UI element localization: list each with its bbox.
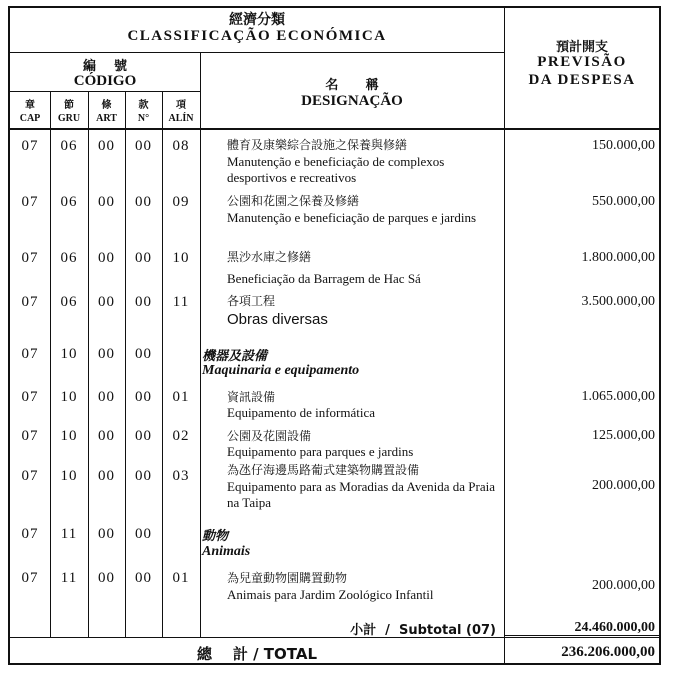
- code-alin: 03: [172, 468, 190, 484]
- col-line-5: [200, 52, 201, 637]
- item-name-pt: Equipamento para as Moradias da Avenida da Praia na Taipa: [227, 479, 495, 510]
- code-art: 00: [98, 570, 115, 586]
- item-name-pt: Equipamento de informática: [227, 405, 376, 420]
- code-art: 00: [98, 294, 115, 310]
- code-art: 00: [98, 138, 115, 154]
- col-cap-pt: CAP: [19, 113, 41, 124]
- group-name-pt: Maquinaria e equipamento: [202, 363, 360, 378]
- code-no: 00: [135, 194, 152, 210]
- col-gru-pt: GRU: [57, 113, 81, 124]
- code-gru: 06: [60, 250, 78, 266]
- code-no: 00: [135, 468, 152, 484]
- code-alin: 09: [172, 194, 190, 210]
- designacao-pt: DESIGNAÇÃO: [301, 93, 403, 109]
- item-name-zh: 為兒童動物園購置動物: [227, 571, 348, 585]
- item-name-pt: Manutenção e beneficiação de parques e jardins: [227, 210, 477, 225]
- item-name-zh: 公園和花園之保養及修繕: [227, 194, 360, 208]
- code-alin: 10: [172, 250, 190, 266]
- code-no: 00: [135, 294, 152, 310]
- code-art: 00: [98, 194, 115, 210]
- code-cap: 07: [21, 250, 39, 266]
- item-amount: 1.065.000,00: [581, 389, 655, 404]
- previsao-pt2: DA DESPESA: [528, 72, 636, 88]
- code-cap: 07: [21, 346, 39, 362]
- col-line-4: [162, 91, 163, 637]
- code-gru: 06: [60, 194, 78, 210]
- code-no: 00: [135, 250, 152, 266]
- item-name-zh: 資訊設備: [227, 390, 276, 404]
- code-art: 00: [98, 468, 115, 484]
- item-name-zh: 公園及花園設備: [227, 429, 312, 443]
- code-cap: 07: [21, 389, 39, 405]
- code-gru: 06: [60, 294, 78, 310]
- code-gru: 10: [60, 389, 78, 405]
- code-no: 00: [135, 346, 152, 362]
- code-no: 00: [135, 389, 152, 405]
- item-name-pt: Manutenção e beneficiação de complexos desportivos e recreativos: [227, 154, 445, 185]
- code-gru: 11: [60, 570, 78, 586]
- col-art-zh: 條: [101, 100, 112, 111]
- code-gru: 10: [60, 428, 78, 444]
- code-subheader-divider: [10, 91, 200, 92]
- code-alin: 08: [172, 138, 190, 154]
- group-name-zh: 動物: [202, 529, 229, 544]
- item-amount: 200.000,00: [592, 578, 655, 593]
- code-cap: 07: [21, 194, 39, 210]
- code-no: 00: [135, 570, 152, 586]
- code-art: 00: [98, 389, 115, 405]
- code-cap: 07: [21, 468, 39, 484]
- col-line-6: [504, 6, 505, 665]
- item-amount: 3.500.000,00: [581, 294, 655, 309]
- item-amount: 1.800.000,00: [581, 250, 655, 265]
- code-no: 00: [135, 526, 152, 542]
- code-gru: 06: [60, 138, 78, 154]
- item-amount: 550.000,00: [592, 194, 655, 209]
- code-cap: 07: [21, 570, 39, 586]
- previsao-pt1: PREVISÃO: [537, 54, 627, 70]
- col-line-2: [88, 91, 89, 637]
- col-alin-pt: ALÍN: [168, 113, 194, 124]
- col-line-1: [50, 91, 51, 637]
- code-alin: 11: [172, 294, 190, 310]
- code-alin: 01: [172, 389, 190, 405]
- col-art-pt: ART: [96, 113, 117, 124]
- item-amount: 125.000,00: [592, 428, 655, 443]
- code-cap: 07: [21, 526, 39, 542]
- code-gru: 11: [60, 526, 78, 542]
- code-art: 00: [98, 526, 115, 542]
- total-label: 總 計 / TOTAL: [196, 645, 318, 663]
- item-name-zh: 體育及康樂綜合設施之保養與修繕: [227, 138, 408, 152]
- designacao-zh: 名 稱: [325, 78, 379, 93]
- code-art: 00: [98, 428, 115, 444]
- codigo-pt: CÓDIGO: [73, 73, 137, 89]
- classif-zh: 經濟分類: [229, 12, 285, 28]
- code-no: 00: [135, 428, 152, 444]
- col-no-zh: 款: [138, 100, 149, 111]
- code-cap: 07: [21, 294, 39, 310]
- col-gru-zh: 節: [64, 100, 74, 111]
- item-name-pt: Obras diversas: [227, 311, 328, 328]
- header-divider: [10, 52, 504, 53]
- classif-pt: CLASSIFICAÇÃO ECONÓMICA: [127, 28, 387, 44]
- code-art: 00: [98, 250, 115, 266]
- item-amount: 200.000,00: [592, 478, 655, 493]
- item-name-pt: Equipamento para parques e jardins: [227, 444, 414, 459]
- col-line-3: [125, 91, 126, 637]
- item-amount: 150.000,00: [592, 138, 655, 153]
- item-name-zh: 黑沙水庫之修繕: [227, 250, 312, 264]
- item-name-zh: 各項工程: [227, 294, 276, 308]
- item-name-zh: 為氹仔海邊馬路葡式建築物購置設備: [227, 463, 420, 477]
- code-alin: 01: [172, 570, 190, 586]
- previsao-zh: 預計開支: [555, 40, 608, 55]
- code-alin: 02: [172, 428, 190, 444]
- code-art: 00: [98, 346, 115, 362]
- header-bottom-line: [10, 128, 659, 130]
- item-name-pt: Beneficiação da Barragem de Hac Sá: [227, 271, 421, 286]
- col-alin-zh: 項: [176, 100, 186, 111]
- code-gru: 10: [60, 468, 78, 484]
- group-name-pt: Animais: [202, 544, 251, 559]
- col-cap-zh: 章: [25, 100, 35, 111]
- total-amount: 236.206.000,00: [561, 644, 655, 660]
- group-name-zh: 機器及設備: [202, 349, 268, 364]
- codigo-zh: 編 號: [82, 59, 128, 74]
- col-no-pt: N°: [137, 113, 150, 124]
- subtotal-label: 小計 / Subtotal (07): [350, 623, 496, 638]
- subtotal-amount: 24.460.000,00: [574, 620, 655, 635]
- item-name-pt: Animais para Jardim Zoológico Infantil: [227, 587, 434, 602]
- code-no: 00: [135, 138, 152, 154]
- code-cap: 07: [21, 138, 39, 154]
- code-cap: 07: [21, 428, 39, 444]
- code-gru: 10: [60, 346, 78, 362]
